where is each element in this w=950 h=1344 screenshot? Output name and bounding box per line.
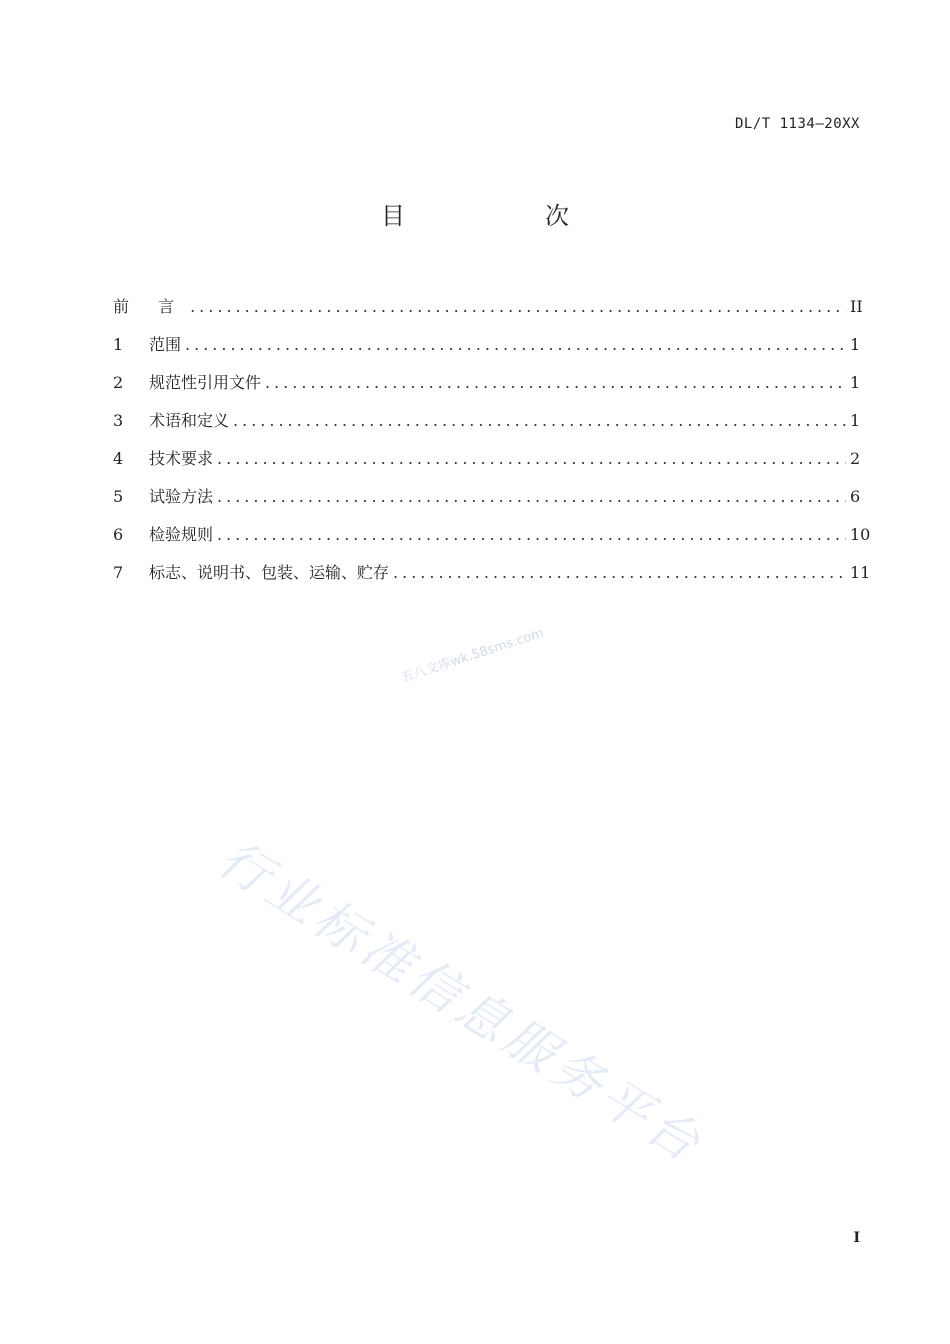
document-code: DL/T 1134—20XX [734,116,860,132]
watermark-site: 五八文库wk.58sms.com [399,625,546,687]
toc-dot-leader [185,334,846,356]
toc-entry-label: 范围 [149,335,182,354]
toc-entry-label: 标志、说明书、包装、运输、贮存 [149,563,390,582]
toc-entry-normative-references[interactable] [113,372,860,410]
toc-entry-foreword[interactable] [113,296,863,334]
toc-entry-label: 术语和定义 [149,411,230,430]
toc-entry-page: 1 [850,335,861,354]
toc-entry-inspection-rules[interactable] [113,524,871,562]
toc-entry-label: 技术要求 [149,449,214,468]
toc-dot-leader [217,486,846,508]
toc-entry-label: 试验方法 [149,487,214,506]
table-of-contents [113,296,871,600]
toc-entry-number: 3 [113,411,124,430]
toc-dot-leader [393,562,846,584]
toc-entry-page: 10 [850,525,871,544]
toc-entry-page: 1 [850,411,861,430]
toc-entry-page: II [850,297,863,316]
toc-entry-page: 11 [850,563,871,582]
toc-entry-number: 2 [113,373,124,392]
toc-entry-technical-requirements[interactable] [113,448,860,486]
toc-entry-label: 前 言 [113,297,187,316]
watermark-platform: 行业标准信息服务平台 [208,829,715,1176]
toc-entry-test-methods[interactable] [113,486,860,524]
toc-entry-page: 1 [850,373,861,392]
toc-entry-page: 6 [850,487,861,506]
toc-dot-leader [233,410,846,432]
toc-entry-page: 2 [850,449,861,468]
toc-entry-terms-definitions[interactable] [113,410,860,448]
toc-dot-leader [217,448,846,470]
toc-entry-scope[interactable] [113,334,860,372]
toc-dot-leader [190,296,846,318]
toc-entry-number: 4 [113,449,124,468]
toc-dot-leader [217,524,846,546]
page-number: I [853,1230,860,1246]
toc-entry-number: 6 [113,525,124,544]
toc-entry-label: 规范性引用文件 [149,373,262,392]
toc-title: 目 次 [381,202,627,230]
toc-entry-number: 1 [113,335,124,354]
toc-entry-number: 5 [113,487,124,506]
toc-entry-marking-packaging[interactable] [113,562,871,600]
toc-entry-number: 7 [113,563,124,582]
toc-dot-leader [265,372,846,394]
toc-entry-label: 检验规则 [149,525,214,544]
